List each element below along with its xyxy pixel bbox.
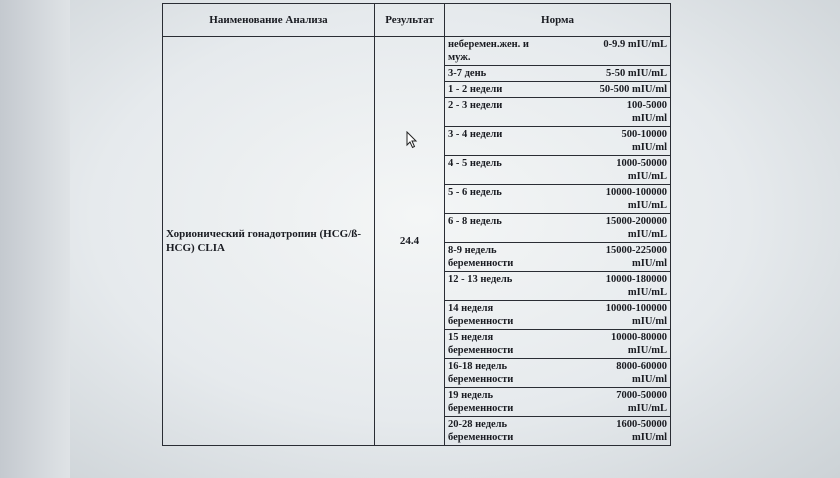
norm-range: 10000-100000 mIU/ml (605, 303, 667, 327)
norm-range: 5-50 mIU/mL (606, 68, 667, 79)
norm-row (445, 388, 670, 417)
norm-period: 14 неделя беременности (448, 303, 514, 327)
norm-period: 19 недель беременности (448, 390, 514, 414)
norm-range: 10000-180000 mIU/mL (605, 274, 667, 298)
norm-row (445, 301, 670, 330)
norm-row (445, 214, 670, 243)
norm-range: 1000-50000 mIU/mL (616, 158, 667, 182)
norm-period: 15 неделя беременности (448, 332, 514, 356)
norm-period: 16-18 недель беременности (448, 361, 514, 385)
analysis-name: Хорионический гонадотропин (HCG/ß-HCG) CLIA (163, 37, 375, 446)
norm-period: 20-28 недель беременности (448, 419, 514, 443)
table-row (163, 37, 671, 446)
norm-range: 1600-50000 mIU/ml (616, 419, 667, 443)
norm-row (445, 272, 670, 301)
norm-row (445, 417, 670, 445)
norm-range: 50-500 mIU/ml (599, 84, 667, 95)
header-norm: Норма (445, 4, 671, 37)
analysis-result: 24.4 (375, 37, 445, 446)
norm-row (445, 330, 670, 359)
norm-period: 3 - 4 недели (448, 129, 503, 140)
norm-row (445, 82, 670, 98)
norm-range: 15000-200000 mIU/mL (605, 216, 667, 240)
norm-period: 6 - 8 недель (448, 216, 502, 227)
norm-range: 0-9.9 mIU/mL (603, 39, 667, 50)
norm-row (445, 243, 670, 272)
norm-range: 500-10000 mIU/ml (621, 129, 667, 153)
norm-range: 15000-225000 mIU/ml (605, 245, 667, 269)
norm-period: 2 - 3 недели (448, 100, 503, 111)
header-result: Результат (375, 4, 445, 37)
norm-row (445, 98, 670, 127)
norm-range: 7000-50000 mIU/mL (616, 390, 667, 414)
norm-period: 12 - 13 недель (448, 274, 513, 285)
lab-results-table (162, 3, 671, 446)
norm-row (445, 127, 670, 156)
norm-period: 1 - 2 недели (448, 84, 503, 95)
header-analysis-name: Наименование Анализа (163, 4, 375, 37)
norm-period: 5 - 6 недель (448, 187, 502, 198)
norm-row (445, 156, 670, 185)
norm-row (445, 359, 670, 388)
norm-row (445, 66, 670, 82)
norm-range: 10000-100000 mIU/mL (605, 187, 667, 211)
norm-row (445, 185, 670, 214)
norm-row (445, 37, 670, 66)
norm-period: 3-7 день (448, 68, 487, 79)
norm-period: неберемен.жен. и муж. (448, 39, 529, 63)
norm-list (445, 37, 670, 445)
norm-range: 100-5000 mIU/ml (626, 100, 667, 124)
norm-range: 10000-80000 mIU/mL (611, 332, 667, 356)
screen-edge (0, 0, 70, 478)
norm-period: 4 - 5 недель (448, 158, 502, 169)
norm-range: 8000-60000 mIU/ml (616, 361, 667, 385)
mouse-pointer-icon (406, 131, 418, 149)
norm-cell (445, 37, 671, 446)
norm-period: 8-9 недель беременности (448, 245, 514, 269)
table-header-row (163, 4, 671, 37)
